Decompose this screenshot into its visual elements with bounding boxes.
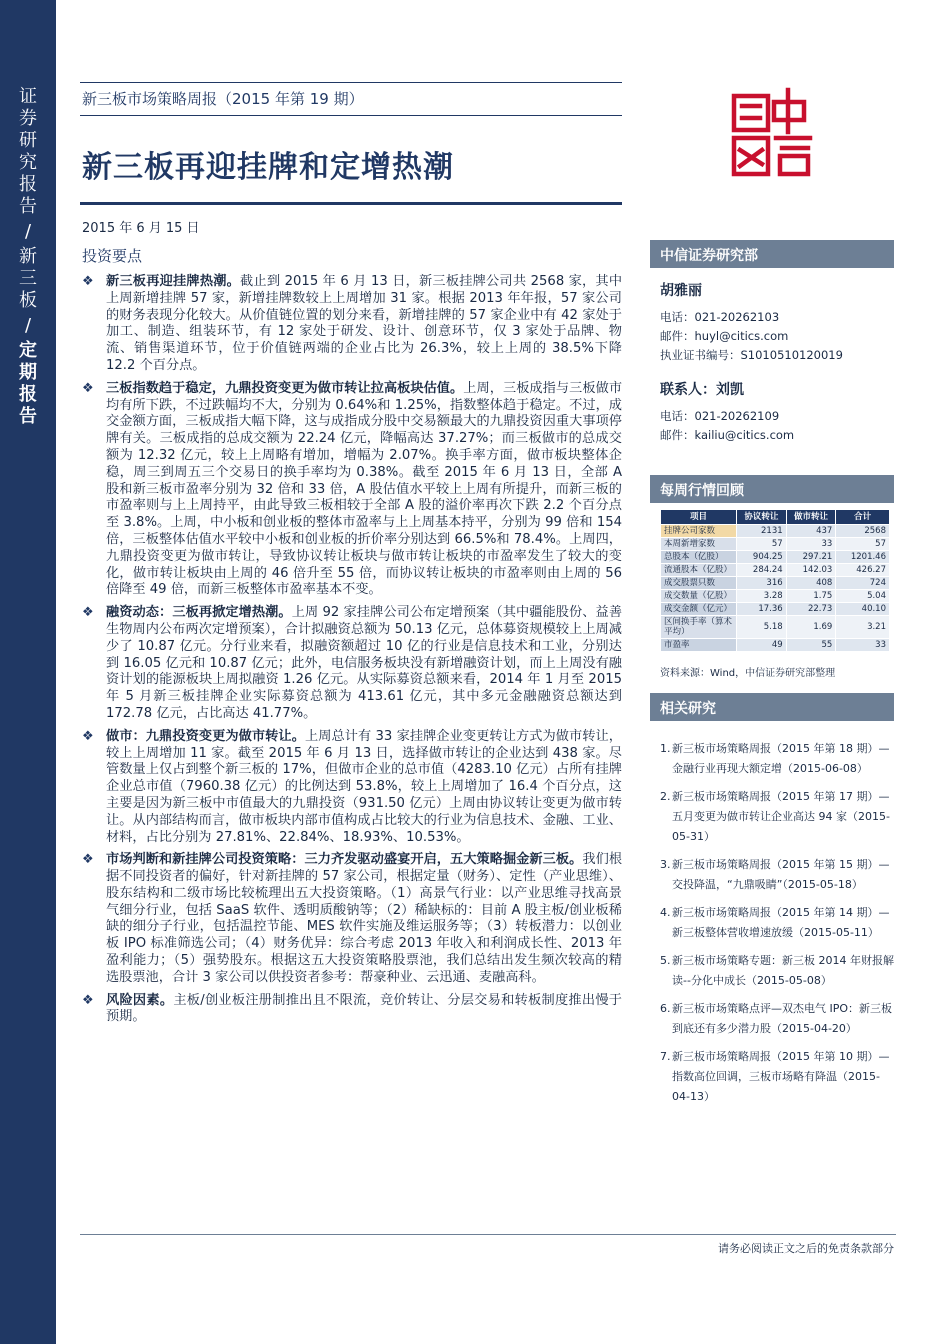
table-cell: 316 [737, 577, 787, 590]
research-number: 7. [660, 1050, 671, 1063]
table-cell: 1.69 [786, 616, 836, 639]
header-rule-bottom [80, 202, 622, 205]
table-cell: 297.21 [786, 551, 836, 564]
diamond-bullet-icon: ❖ [82, 728, 94, 744]
footer-rule [80, 1234, 896, 1235]
table-cell: 426.27 [836, 564, 890, 577]
research-number: 1. [660, 742, 671, 755]
research-item[interactable] [660, 855, 894, 895]
section-heading: 投资要点 [82, 247, 143, 265]
table-cell: 904.25 [737, 551, 787, 564]
logo-stroke [734, 96, 768, 130]
highlight-heading: 市场判断和新挂牌公司投资策略：三力齐发驱动盛宴开启，五大策略掘金新三板。 [106, 852, 583, 868]
table-cell: 40.10 [836, 603, 890, 616]
table-header: 项目 [661, 510, 737, 525]
table-cell: 55 [786, 639, 836, 652]
report-date: 2015 年 6 月 15 日 [82, 221, 200, 236]
research-number: 6. [660, 1002, 671, 1015]
highlight-item [82, 993, 622, 1027]
highlight-text: 主板/创业板注册制推出且不限流，竞价转让、分层交易和转板制度推出慢于预期。 [106, 992, 622, 1025]
table-row [661, 564, 890, 577]
investment-highlights [82, 274, 622, 1032]
research-number: 3. [660, 858, 671, 871]
research-title: 新三板市场策略点评—双杰电气 IPO：新三板到底还有多少潜力股（2015-04-20） [672, 1002, 893, 1035]
sidebar-separator: / [24, 221, 32, 242]
market-table [660, 509, 890, 652]
table-cell: 17.36 [737, 603, 787, 616]
research-item[interactable] [660, 739, 894, 779]
research-number: 2. [660, 790, 671, 803]
table-cell: 22.73 [786, 603, 836, 616]
report-title: 新三板再迎挂牌和定增热潮 [82, 150, 454, 185]
table-header-row [661, 510, 890, 525]
research-title: 新三板市场策略专题：新三板 2014 年财报解读--分化中成长（2015-05-08） [672, 954, 894, 987]
sidebar-part-bold: 定期报告 [19, 340, 37, 427]
table-row [661, 616, 890, 639]
table-source: 资料来源：Wind，中信证券研究部整理 [660, 668, 836, 679]
research-number: 5. [660, 954, 671, 967]
highlight-item [82, 729, 622, 847]
research-title: 新三板市场策略周报（2015 年第 15 期）—交投降温，“九鼎吸睛”（2015-05-18） [672, 858, 890, 891]
table-cell: 57 [737, 538, 787, 551]
diamond-bullet-icon: ❖ [82, 274, 94, 289]
table-cell: 33 [786, 538, 836, 551]
highlight-item [82, 852, 622, 986]
table-cell: 流通股本（亿股） [661, 564, 737, 577]
table-cell: 3.28 [737, 590, 787, 603]
table-cell: 724 [836, 577, 890, 590]
table-cell: 总股本（亿股） [661, 551, 737, 564]
weekly-review-heading: 每周行情回顾 [650, 475, 894, 503]
sidebar-category [15, 86, 41, 428]
table-header: 协议转让 [737, 510, 787, 525]
table-row [661, 577, 890, 590]
highlight-text: 截止到 2015 年 6 月 13 日，新三板挂牌公司共 2568 家，其中上周新增挂牌 57 家，新增挂牌数较上上周增加 31 家。根据 2013 年年报，57 家公司的财务表现分化较大。从价值链位置的划分来看，新增挂牌的 57 家企业中有 42 家处于加工、制造、组装环节，有 12 家处于研发、设计、创意环节，仅 3 家处于品牌、物流、销售渠道环节，位于价值链两端的企业占比为 26.3%，较上上周的 38.5%下降 12.2 个百分点。 [106, 274, 623, 373]
table-row [661, 590, 890, 603]
right-column [650, 240, 894, 1115]
highlight-item [82, 381, 622, 599]
sidebar-part: 新三板 [19, 246, 37, 311]
table-row [661, 603, 890, 616]
table-cell: 408 [786, 577, 836, 590]
logo-stroke [780, 156, 808, 174]
highlight-heading: 融资动态：三板再掀定增热潮。 [106, 605, 292, 621]
table-cell: 5.18 [737, 616, 787, 639]
diamond-bullet-icon: ❖ [82, 605, 94, 621]
table-header: 做市转让 [786, 510, 836, 525]
table-cell: 2568 [836, 525, 890, 538]
analyst-email: 邮件：huyl@citics.com [660, 329, 789, 343]
table-row [661, 639, 890, 652]
highlight-heading: 做市：九鼎投资变更为做市转让。 [106, 728, 305, 744]
table-row [661, 525, 890, 538]
table-cell: 33 [836, 639, 890, 652]
research-item[interactable] [660, 999, 894, 1039]
table-cell: 成交数量（亿股） [661, 590, 737, 603]
table-row [661, 538, 890, 551]
table-row [661, 551, 890, 564]
table-cell: 284.24 [737, 564, 787, 577]
research-item[interactable] [660, 951, 894, 991]
highlight-item [82, 605, 622, 723]
research-title: 新三板市场策略周报（2015 年第 14 期）—新三板整体营收增速放缓（2015-05-11） [672, 906, 890, 939]
table-cell: 3.21 [836, 616, 890, 639]
table-cell: 1201.46 [836, 551, 890, 564]
contact-phone: 电话：021-20262109 [660, 409, 780, 423]
highlight-text: 我们根据不同投资者的偏好，针对新挂牌的 57 家公司，根据定量（财务）、定性（产业思维）、股东结构和二级市场比较梳理出五大投资策略。（1）高景气行业：以产业思维寻找高景气细分行业，包括 SaaS 软件、透明质酸钠等；（2）稀缺标的：目前 A 股主板/创业板稀缺的细分子行业，包括温控节能、MES 软件实施及维运服务等；（3）转板潜力：以创业板 IPO 标准筛选公司；（4）财务优异：综合考虑 2013 年收入和利润成长性、2013 年盈利能力；（5）强势股东。根据这五大投资策略股票池，我们总结出发生频次较高的精选股票池，合计 3 家公司以供投资者参考：帮豪种业、云迅通、麦融高科。 [106, 852, 623, 985]
dept-heading: 中信证券研究部 [650, 240, 894, 268]
table-cell: 1.75 [786, 590, 836, 603]
table-cell: 挂牌公司家数 [661, 525, 737, 538]
contact-email: 邮件：kailiu@citics.com [660, 428, 795, 442]
citic-securities-logo [726, 86, 816, 180]
research-item[interactable] [660, 1047, 894, 1107]
table-cell: 成交金额（亿元） [661, 603, 737, 616]
table-cell: 142.03 [786, 564, 836, 577]
research-item[interactable] [660, 903, 894, 943]
research-item[interactable] [660, 787, 894, 847]
table-cell: 本周新增家数 [661, 538, 737, 551]
related-research-heading: 相关研究 [650, 693, 894, 721]
table-cell: 市盈率 [661, 639, 737, 652]
diamond-bullet-icon: ❖ [82, 992, 94, 1008]
related-research-list [660, 739, 894, 1107]
table-cell: 成交股票只数 [661, 577, 737, 590]
table-cell: 57 [836, 538, 890, 551]
research-title: 新三板市场策略周报（2015 年第 17 期）—五月变更为做市转让企业高达 94 家（2015-05-31） [672, 790, 890, 843]
research-title: 新三板市场策略周报（2015 年第 18 期）—金融行业再现大额定增（2015-06-08） [672, 742, 890, 775]
research-title: 新三板市场策略周报（2015 年第 10 期）—指数高位回调，三板市场略有降温（2015-04-13） [672, 1050, 890, 1103]
sidebar-part: 证券研究报告 [19, 86, 37, 217]
sidebar [0, 0, 56, 1344]
sidebar-separator: / [24, 315, 32, 336]
table-header: 合计 [836, 510, 890, 525]
report-series: 新三板市场策略周报（2015 年第 19 期） [82, 90, 364, 108]
highlight-item [82, 274, 622, 375]
table-cell: 437 [786, 525, 836, 538]
highlight-heading: 新三板再迎挂牌热潮。 [106, 274, 241, 289]
highlight-heading: 风险因素。 [106, 992, 174, 1008]
diamond-bullet-icon: ❖ [82, 380, 94, 396]
highlight-heading: 三板指数趋于稳定，九鼎投资变更为做市转让拉高板块估值。 [106, 380, 464, 396]
diamond-bullet-icon: ❖ [82, 852, 94, 868]
highlight-text: 上周，三板成指与三板做市均有所下跌，不过跌幅均不大，分别为 0.64%和 1.25%，指数整体趋于稳定。不过，成交金额方面，三板成指大幅下降，这与成指成分股中交易额最大的九鼎投资因重大事项停牌有关。三板成指的总成交额为 22.24 亿元，降幅高达 37.27%；而三板做市的总成交额为 12.32 亿元，较上上周略有增加，增幅为 2.07%。换手率方面，做市板块整体企稳，周三到周五三个交易日的换手率均为 0.38%。截至 2015 年 6 月 13 日，全部 A 股和新三板市盈率分别为 32 倍和 33 倍，A 股估值水平较上上周有所提升，而新三板的市盈率则与上上周持平，由此导致三板相较于全部 A 股的溢价率再次下跌 2.2 个百分点至 3.8%。上周，中小板和创业板的整体市盈率与上上周基本持平，分别为 99 倍和 154 倍，三板整体估值水平较中小板和创业板的折价率分别达到 66.5%和 78.4%。上周四，九鼎投资变更为做市转让，导致协议转让板块与做市转让板块的市盈率发生了较大的变化，做市转让板块由上周的 46 倍升至 55 倍，而协议转让板块的市盈率则由上周的 56 倍降至 49 倍，而新三板整体市盈率基本不变。 [106, 380, 623, 598]
analyst-cert: 执业证书编号：S1010510120019 [660, 348, 843, 362]
analyst-phone: 电话：021-20262103 [660, 310, 780, 324]
research-number: 4. [660, 906, 671, 919]
table-cell: 2131 [737, 525, 787, 538]
table-cell: 49 [737, 639, 787, 652]
highlight-text: 上周总计有 33 家挂牌企业变更转让方式为做市转让，较上上周增加 11 家。截至 2015 年 6 月 13 日，选择做市转让的企业达到 438 家。尽管数量上仅占到整个新三板的 17%，但做市企业的总市值（4283.10 亿元）占所有挂牌企业总市值（7960.38 亿元）的比例达到 53.8%，较上上周增加了 16.4 个百分点，这主要是因为新三板中市值最大的九鼎投资（931.50 亿元）上周由协议转让变更为做市转让。从内部结构而言，做市板块内部市值构成占比较大的行业为信息技术、金融、工业、材料，占比分别为 27.81%、22.84%、18.93%、10.53%。 [106, 728, 622, 845]
table-cell: 区间换手率（算术平均） [661, 616, 737, 639]
disclaimer-note: 请务必阅读正文之后的免责条款部分 [718, 1242, 894, 1255]
table-cell: 5.04 [836, 590, 890, 603]
highlight-text: 上周 92 家挂牌公司公布定增预案（其中疆能股份、益善生物周内公布两次定增预案），合计拟融资总额为 50.13 亿元，总体募资规模较上上周减少了 10.87 亿元。分行业来看，拟融资额超过 10 亿的行业是信息技术和工业，分别达到 16.05 亿元和 10.87 亿元；此外，电信服务板块没有新增融资计划，而上上周没有融资计划的能源板块上周拟融资 1.26 亿元。从实际募资总额来看，2014 年 1 月至 2015 年 5 月新三板挂牌企业实际募资总额为 413.61 亿元，其中多元金融融资总额达到 172.78 亿元，占比高达 41.77%。 [106, 605, 623, 721]
report-header [80, 82, 622, 205]
contact-name: 联系人：刘凯 [660, 382, 744, 398]
analyst-name: 胡雅丽 [660, 283, 702, 299]
